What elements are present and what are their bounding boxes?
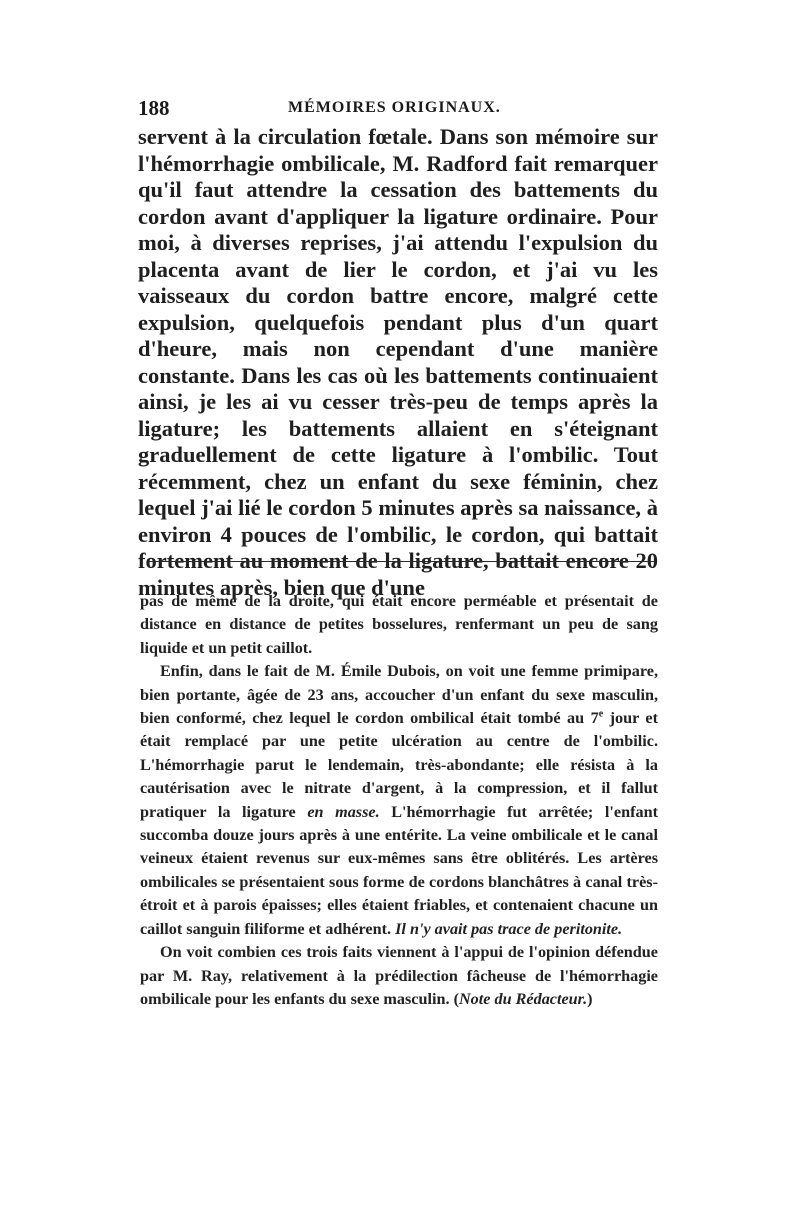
main-body-text <box>138 124 658 601</box>
footnote-3-text-a: On voit combien ces trois faits viennent à l'appui de l'opinion défendue par M. Ray, relativement à la prédilection fâcheuse de l'hémorrhagie ombilicale pour les enfants du sexe masculin. ( <box>140 943 658 1008</box>
footnote-paragraph-3 <box>140 941 658 1011</box>
page-header <box>138 96 658 122</box>
footnote-2-text-b: jour et était remplacé par une petite ulcération au centre de l'ombilic. L'hémorrhagie parut le lendemain, très-abondante; elle résista à la cautérisation avec le nitrate d'argent, à la compression, et il fallut pratiquer la ligature <box>140 709 658 821</box>
footnote-2-text-c: L'hémorrhagie fut arrêtée; l'enfant succomba douze jours après à une entérite. La veine ombilicale et le canal veineux étaient revenus sur eux-mêmes sans être oblitérés. Les artères ombilicales se présentaient sous forme de cordons blanchâtres à canal très-étroit et à parois épaisses; elles étaient friables, et contenaient chacune un caillot sanguin filiforme et adhérent. <box>140 802 658 938</box>
footnote-paragraph-1: pas de même de la droite, qui était encore perméable et présentait de distance en distance de petites bosselures, renfermant un peu de sang liquide et un petit caillot. <box>140 592 658 657</box>
footnote-2-text-a: Enfin, dans le fait de M. Émile Dubois, on voit une femme primipare, bien portante, âgée de 23 ans, accoucher d'un enfant du sexe masculin, bien conformé, chez lequel le cordon ombilical était tombé au 7 <box>140 662 658 728</box>
footnote-divider <box>148 561 656 562</box>
italic-en-masse: en masse. <box>307 802 380 821</box>
running-head: MÉMOIRES ORIGINAUX. <box>288 99 501 116</box>
superscript-e: e <box>598 708 604 720</box>
footnote-paragraph-2 <box>140 660 658 941</box>
page-number: 188 <box>138 96 170 120</box>
main-paragraph: servent à la circulation fœtale. Dans son mémoire sur l'hémorrhagie ombilicale, M. Radford fait remarquer qu'il faut attendre la cessation des battements du cordon avant d'appliquer la ligature ordinaire. Pour moi, à diverses reprises, j'ai attendu l'expulsion du placenta avant de lier le cordon, et j'ai vu les vaisseaux du cordon battre encore, malgré cette expulsion, quelquefois pendant plus d'un quart d'heure, mais non cependant d'une manière constante. Dans les cas où les battements continuaient ainsi, je les ai vu cesser très-peu de temps après la ligature; les battements allaient en s'éteignant graduellement de cette ligature à l'ombilic. Tout récemment, chez un enfant du sexe féminin, chez lequel j'ai lié le cordon 5 minutes après sa naissance, à environ 4 pouces de l'ombilic, le cordon, qui battait fortement au moment de la ligature, battait encore 20 minutes après, bien que d'une <box>138 124 658 600</box>
italic-note-du-redacteur: Note du Rédacteur. <box>458 989 588 1008</box>
footnote-block <box>140 590 658 1011</box>
italic-peritonite: Il n'y avait pas trace de peritonite. <box>395 919 623 938</box>
footnote-3-text-b: ) <box>587 989 593 1008</box>
